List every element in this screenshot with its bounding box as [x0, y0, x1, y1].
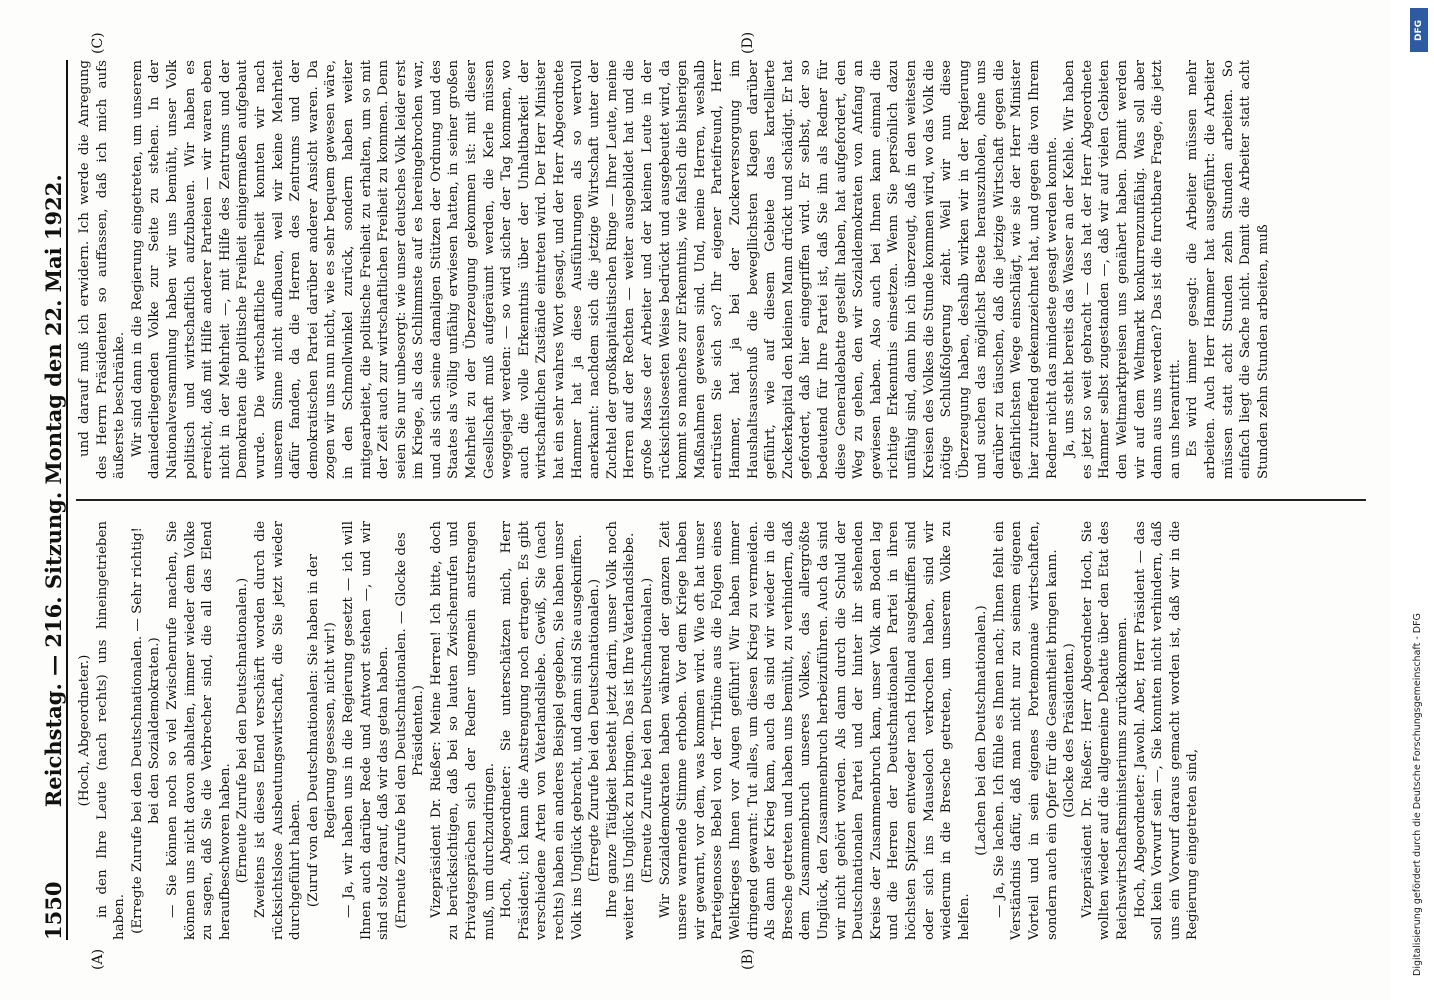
paragraph: (Erregte Zurufe bei den Deutschnationalen. — Sehr richtig! bei den Sozialdemokraten.)	[129, 527, 163, 934]
paragraph: — Ja, wir haben uns in die Regierung gesetzt — ich will Ihnen auch darüber Rede und Antwort stehen —, und wir sind stolz darauf, daß wir das getan haben.	[340, 521, 392, 940]
page-header	[36, 60, 68, 940]
text-columns	[76, 60, 1366, 940]
paragraph: Wir sind dann in die Regierung eingetreten, um unserem daniederliegenden Volke zur Seite zu stehen. In der Nationalversammlung haben wir uns bemüht, unser Volk politisch und wirtschaftlich aufzubauen. Wir haben es erreicht, daß mit Hilfe anderer Parteien — wir waren eben nicht in der Mehrheit —, mit Hilfe des Zentrums und der Demokraten die politische Freiheit einigermaßen aufgebaut wurde. Die wirtschaftliche Freiheit konnten wir nach unserem Sinne nicht aufbauen, weil wir keine Mehrheit dafür fanden, da die Herren des Zentrums und der demokratischen Partei darüber anderer Ansicht waren. Da zogen wir uns nun nicht, wie es sehr bequem gewesen wäre, in den Schmollwinkel zurück, sondern haben weiter mitgearbeitet, die politische Freiheit zu erhalten, um so mit der Zeit auch zur wirtschaftlichen Freiheit zu kommen. Denn seien Sie nur unbesorgt: wie unser deutsches Volk leider erst im Kriege, als das Schlimmste auf es hereingebrochen war, und als sich seine damaligen Stützen der Ordnung und des Staates als völlig unfähig erwiesen hatten, in seiner großen Mehrheit zu der Überzeugung gekommen ist: mit dieser Gesellschaft muß aufgeräumt werden, die Kerle müssen weggejagt werden: — so wird sicher der Tag kommen, wo auch die volle Erkenntnis über der Unhaltbarkeit der wirtschaftlichen Zustände eintreten wird. Der Herr Minister hat ein sehr wahres Wort gesagt, und der Herr Abgeordnete Hammer hat ja diese Ausführungen als so wertvoll anerkannt: nachdem sich die jetzige Wirtschaft unter der Zuchtel der großkapitalistischen Ringe — Ihrer Leute, meine Herren auf der Rechten — weiter ausgebildet hat und die große Masse der Arbeiter und der kleinen Leute in der rücksichtslosesten Weise bedrückt und ausgebeutet wird, da kommt so manches zur Erkenntnis, wie falsch die bisherigen Maßnahmen gewesen sind. Und, meine Herren, weshalb entrüsten Sie sich so? Ihr eigener Parteifreund, Herr Hammer, hat ja bei der Zuckerversorgung im Haushaltsausschuß die bewegllichsten Klagen darüber geführt, wie auf diesem Gebiete das kartellierte Zuckerkapital den kleinen Mann drückt und schädigt. Er hat gefordert, daß hier eingegriffen wird. Er selbst, der so bedeutend für Ihre Partei ist, daß Sie ihn als Redner für diese Generaldebatte gestellt haben, hat aufgefordert, den Weg zu gehen, den wir Sozialdemokraten von Anfang an gewiesen haben. Also auch bei Ihnen kann einmal die richtige Erkenntnis einsetzen. Wenn Sie persönlich dazu unfähig sind, dann bin ich überzeugt, daß in den weitesten Kreisen des Volkes die Stunde kommen wird, wo das Volk die nötige Schlußfolgerung zieht. Weil wir nun diese Überzeugung haben, deshalb wirken wir in der Regierung und suchen das möglichst Beste herauszuholen, ohne uns darüber zu täuschen, daß die jetzige Wirtschaft gegen die gefährlichsten Wege einschlägt, wie sie der Herr Minister hier zutreffend gekennzeichnet hat, und gegen die von Ihrem Redner nicht das mindeste gesagt werden konnte.	[129, 60, 1060, 479]
paragraph: Ja, uns steht bereits das Wasser an der Kehle. Wir haben es jetzt so weit gebracht — das hat der Herr Abgeordnete Hammer selbst zugestanden —, daß wir auf vielen Gebieten den Weltmarktpreisen uns genähert haben. Damit werden wir auf dem Weltmarkt konkurrenzunfähig. Was soll aber dann aus uns werden? Das ist die furchtbare Frage, die jetzt an uns herantritt.	[1062, 60, 1183, 479]
paragraph: Vizepräsident Dr. Rießer: Meine Herren! Ich bitte, doch zu berücksichtigen, daß bei so lauten Zwischenrufen und Privatgesprächen sich der Redner ungemein anstrengen muß, um durchzudringen.	[428, 521, 497, 940]
column-divider	[76, 499, 1366, 501]
right-column	[76, 60, 1366, 479]
paragraph: Hoch, Abgeordneter: Jawohl. Aber, Herr Präsident — das soll kein Vorwurf sein —, Sie konnten nicht verhindern, daß uns ein Vorwurf daraus gemacht worden ist, daß wir in die Regierung eingetreten sind,	[1132, 521, 1201, 940]
paragraph: Es wird immer gesagt: die Arbeiter müssen mehr arbeiten. Auch Herr Hammer hat ausgeführt: die Arbeiter müssen statt acht Stunden zehn Stunden arbeiten. So einfach liegt die Sache nicht. Damit die Arbeiter statt acht Stunden zehn Stunden arbeiten, muß	[1185, 60, 1271, 479]
paragraph: und darauf muß ich erwidern. Ich werde die Anregung des Herrn Präsidenten so auffassen, daß ich mich aufs äußerste beschränke.	[77, 60, 128, 479]
paragraph: (Glocke des Präsidenten.)	[1062, 643, 1078, 818]
margin-mark-b: (B)	[740, 948, 756, 970]
paragraph: Zweitens ist dieses Elend verschärft worden durch die rücksichtslose Ausbeutungswirtschaft, die Sie jetzt wieder durchgeführt haben.	[252, 521, 304, 940]
paragraph: in den Ihre Leute (nach rechts) uns hineingetrieben haben.	[94, 521, 128, 940]
paragraph: (Lachen bei den Deutschnationalen.)	[974, 605, 990, 856]
paragraph: Vizepräsident Dr. Rießer: Herr Abgeordneter Hoch, Sie wollten wieder auf die allgemeine Debatte über den Etat des Reichswirtschaftsministeriums zurückkommen.	[1079, 521, 1131, 940]
paragraph: Wir Sozialdemokraten haben während der ganzen Zeit unsere warnende Stimme erhoben. Vor dem Kriege haben wir gewarnt, vor dem, was kommen wird. Wie oft hat unser Parteigenosse Bebel von der Tribüne aus die Folgen eines Weltkrieges Ihnen vor Augen geführt! Wir haben immer dringend gewarnt: Tut alles, um diesen Krieg zu vermeiden. Als dann der Krieg kam, auch da sind wir wieder in die Bresche getreten und haben uns bemüht, zu verhindern, daß dem Zusammenbruch unseres Volkes, das allergrößte Unglück, den Zusammenbruch herbeizuführen. Auch da sind wir nicht gehört worden. Als dann durch die Schuld der Deutschnationalen Partei und der hinter ihr stehenden Kreise der Zusammenbruch kam, unser Volk am Boden lag und die Herren der Deutschnationalen Partei in ihren höchsten Spitzen entweder nach Holland ausgekniffen sind oder sich ins Mauseloch verkrochen haben, sind wir wiederum in die Bresche getreten, um unserem Volke zu helfen.	[657, 521, 972, 940]
digitization-sidebar	[1404, 0, 1434, 1000]
paragraph: (Erregte Zurufe bei den Deutschnationalen.)	[587, 578, 603, 883]
left-column	[76, 521, 1366, 940]
paragraph: (Erneute Zurufe bei den Deutschnationalen. — Glocke des Präsidenten.)	[393, 532, 427, 929]
dfg-logo: DFG	[1410, 8, 1428, 52]
paragraph: Hoch, Abgeordneter: Sie unterschätzen mich, Herr Präsident; ich kann die Anstrengung noch ertragen. Es gibt verschiedene Arten von Vaterlandsliebe. Gewiß, Sie (nach rechts) haben ein anderes Beispiel gegeben, Sie haben unser Volk ins Unglück gebracht, und dann sind Sie ausgekniffen.	[499, 521, 585, 940]
paragraph: (Erneute Zurufe bei den Deutschnationalen.)	[235, 577, 251, 884]
page-number: 1550	[41, 881, 66, 940]
margin-mark-d: (D)	[740, 31, 756, 54]
margin-mark-a: (A)	[90, 948, 106, 970]
paragraph: — Ja, Sie lachen. Ich fühle es Ihnen nach; Ihnen fehlt ein Verständnis dafür, daß man nicht nur zu seinem eigenen Vorteil und in sein eigenes Portemonnaie wirtschaften, sondern auch ein Opfer für die Gesamtheit bringen kann.	[991, 521, 1060, 940]
dfg-credit-line: Digitalisierung gefördert durch die Deutsche Forschungsgemeinschaft - DFG	[1412, 613, 1423, 976]
paragraph: (Erneute Zurufe bei den Deutschnationalen.)	[640, 577, 655, 884]
paragraph: (Zuruf von den Deutschnationalen: Sie haben in der Regierung gesessen, nicht wir!)	[305, 553, 339, 908]
margin-mark-c: (C)	[90, 32, 106, 54]
paragraph: Ihre ganze Tätigkeit besteht jetzt darin, unser Volk noch weiter ins Unglück zu bringen. Das ist Ihre Vaterlandsliebe.	[604, 521, 638, 940]
page-title: Reichstag. — 216. Sitzung. Montag den 22. Mai 1922.	[41, 174, 66, 808]
paragraph: — Sie können noch so viel Zwischenrufe machen, Sie können uns nicht davon abhalten, immer wieder dem Volke zu sagen, daß Sie die Verbrecher sind, die all das Elend heraufbeschworen haben.	[164, 521, 233, 940]
paragraph: (Hoch, Abgeordneter.)	[77, 654, 92, 807]
